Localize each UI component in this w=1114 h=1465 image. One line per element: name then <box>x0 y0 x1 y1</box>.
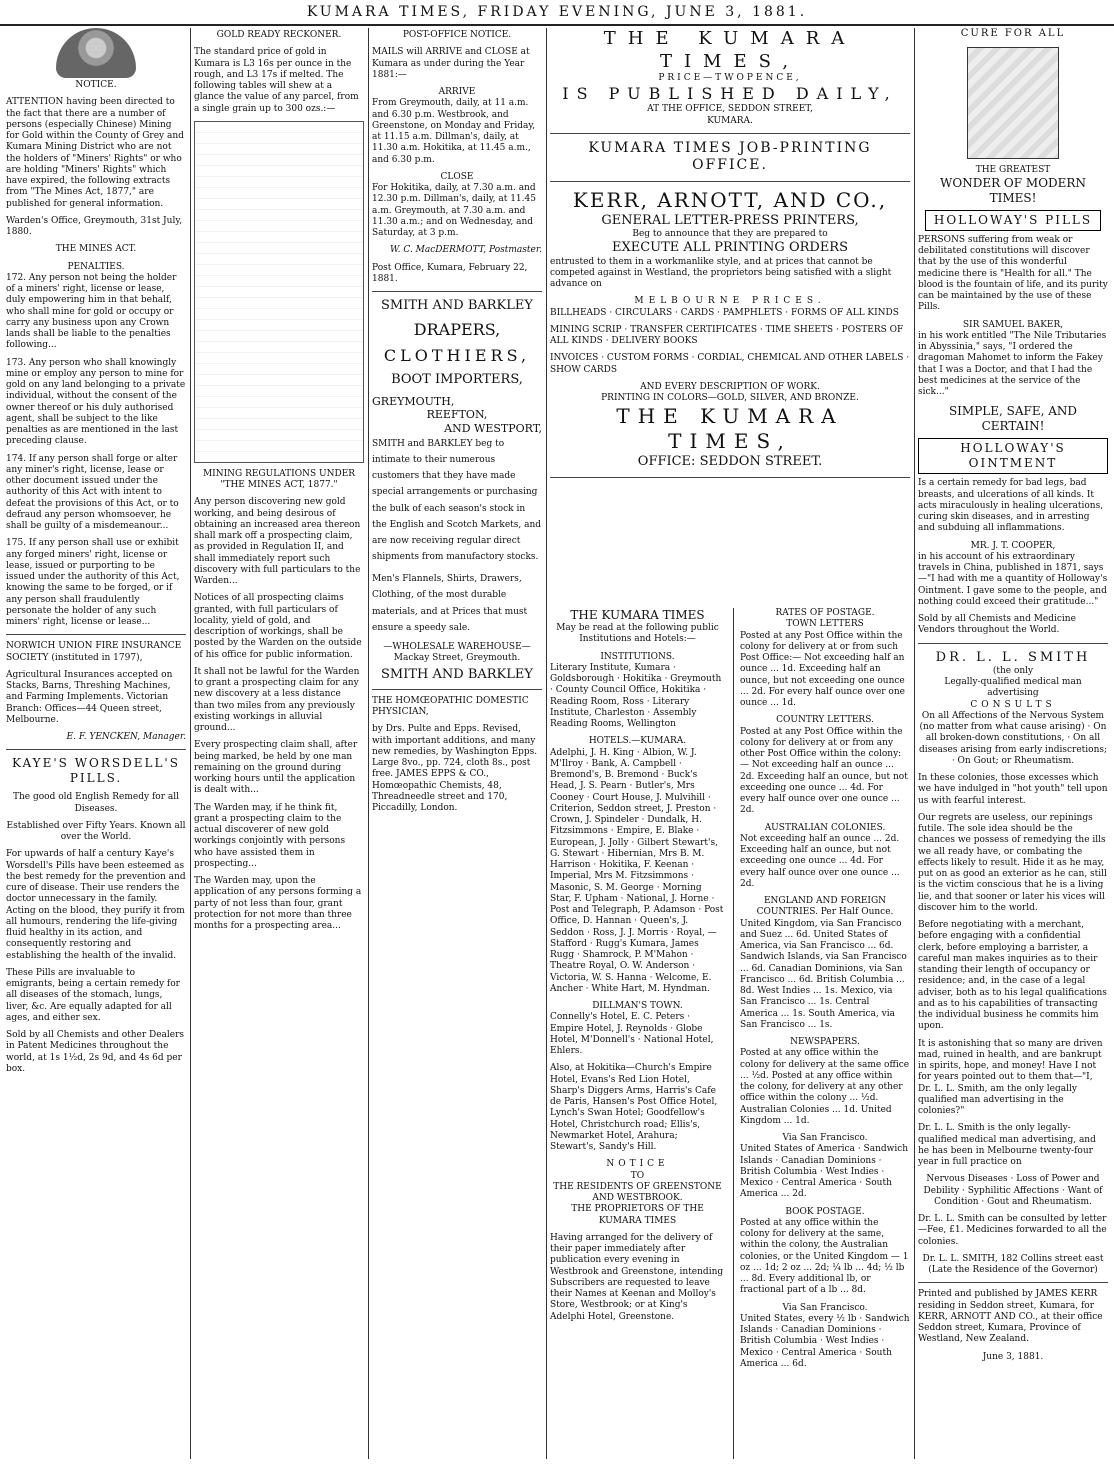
kaye-text: For upwards of half a century Kaye's Worsdell's Pills have been esteemed as the best remedy for the prevention and cure of disease. Their use renders the doctor unnecessary in the family. Acting on the blood, they purify it from all humours, rendering the life-giving fluid healthy in its action, and consequently restoring and establishing the health of the invalid. <box>6 849 186 961</box>
notice-text: ATTENTION having been directed to the fact that there are a number of persons (especially Chinese) Mining for Gold within the County of Grey and Kumara Mining District who are not the holders of "Miners' Rights" or who are holding "Miners' Rights" which have expired, the following extracts from "The Mines Act, 1877," are published for general information. <box>6 97 184 209</box>
imprint-date: June 3, 1881. <box>982 1351 1044 1362</box>
news-text: Posted at any office within the colony for delivery at the same office ... ½d. Posted at any office within the colony, for delivery at any other office within the colony ... ½d. Australian Colonies ... 1d. United Kingdom ... 1d. <box>740 1048 910 1126</box>
news-heading: NEWSPAPERS. <box>790 1037 860 1047</box>
para-172: 172. Any person not being the holder of a miners' right, license or lease, duly empowering him in that behalf, who shall mine for gold or occupy or carry any business upon any Crown lands shall be liable to the penalties following... <box>6 272 177 351</box>
post-sign: W. C. MacDERMOTT, Postmaster. <box>389 245 542 256</box>
dillman-heading: DILLMAN'S TOWN. <box>592 1001 683 1011</box>
consults: CONSULTS <box>970 699 1056 710</box>
doc-p3: Before negotiating with a merchant, before engaging with a confidential clerk, before employing a barrister, a careful man makes inquiries as to their standing their length of occupancy or residence; and, in the case of a legal adviser, both as to his legal qualifications and as to his capabilities of transacting the individual business he commits him upon. <box>918 920 1107 1032</box>
column-5 <box>918 28 1108 1459</box>
notice-heading: NOTICE. <box>75 80 117 90</box>
mining-p6: The Warden may, upon the application of any persons forming a party of not less than four, grant protection for not more than three months for a prospecting area... <box>194 876 362 931</box>
dillman-text: Connelly's Hotel, E. C. Peters · Empire Hotel, J. Reynolds · Globe Hotel, M'Donnell's · National Hotel, Ehlers. <box>550 1012 714 1056</box>
kaye-sub: The good old English Remedy for all Diseases. <box>13 792 179 814</box>
simple: SIMPLE, SAFE, AND CERTAIN! <box>948 404 1078 434</box>
gold-heading: GOLD READY RECKONER. <box>216 30 342 40</box>
sb-name-2: SMITH AND BARKLEY <box>381 666 533 682</box>
doc-p4: It is astonishing that so many are driven mad, ruined in health, and are bankrupt in spirits, hope, and money! Have I not for years pointed out to them that—"I, Dr. L. L. Smith, am the only legally qualified man advertising in the colonies?" <box>918 1038 1103 1116</box>
arrive-heading: ARRIVE <box>438 87 476 97</box>
mining-p2: Notices of all prospecting claims granted, with full particulars of locality, yield of gold, and description of workings, shall be posted by the Warden on the outside of his office for public information. <box>194 593 362 660</box>
mining-p3: It shall not be lawful for the Warden to grant a prospecting claim for any new discovery at a less distance than two miles from any previously existing workings in alluvial ground... <box>194 666 360 733</box>
via-sf: Via San Francisco. <box>782 1133 868 1143</box>
sb-trade2: CLOTHIERS, <box>383 346 531 366</box>
sb-place3: AND WESTPORT, <box>444 422 542 435</box>
rates-block <box>740 608 910 1376</box>
column-rule <box>546 28 547 1459</box>
sb-trade3: BOOT IMPORTERS, <box>391 372 523 388</box>
arrive-text: From Greymouth, daily, at 11 a.m. and 6.30 p.m. Westbrook, and Greenstone, on Monday and Friday, at 11.15 a.m. Dillman's, daily, at 11.30 a.m. Hokitika, at 11.45 a.m., and 6.30 p.m. <box>372 98 536 165</box>
kerr-trade: GENERAL LETTER-PRESS PRINTERS, <box>601 212 859 228</box>
kerr-office2: OFFICE: SEDDON STREET. <box>637 454 823 470</box>
para-173: 173. Any person who shall knowingly mine or employ any person to mine for gold on any land belonging to a private individual, without the consent of the owner thereof or his duly authorised agent, shall be subject to the like penalties as are mentioned in the last preceding clause. <box>6 357 186 447</box>
hotels-text: Adelphi, J. H. King · Albion, W. J. M'Ilroy · Bank, A. Campbell · Bremond's, B. Bremond · Buck's Head, J. S. Pearn · Butler's, Mrs Cooney · Court House, J. Mulvihill · Criterion, Seddon street, J. Preston · Crown, J. Spindeler · Dundalk, H. Fitzsimmons · Empire, E. Blake · European, J. Jolly · Gilbert Stewart's, G. Stewart · Hibernian, Mrs B. M. Harrison · Hokitika, F. Keenan · Imperial, Mrs M. Fitzsimmons · Masonic, S. M. George · Morning Star, F. Upham · National, J. Horne · Post and Telegraph, P. Adamson · Post Office, D. Hannan · Queen's, J. Seddon · Ross, J. J. Morris · Royal, — Stafford · Rugg's Kumara, James Rugg · Shamrock, P. M'Mahon · Theatre Royal, O. W. Anderson · Victoria, W. S. Hanna · Welcome, E. Ancher · White Hart, M. Hyndman. <box>550 747 724 994</box>
cons-text: On all Affections of the Nervous System (no matter from what cause arising) · On all broken-down constitutions, · On all diseases arising from early indiscretions; · On Gout; or Rheumatism. <box>918 710 1108 766</box>
kaye-text2: These Pills are invaluable to emigrants, being a certain remedy for all diseases of the stomach, lungs, liver, &c. Are equally adapted for all ages, and either sex. <box>6 967 180 1023</box>
divider <box>6 634 186 635</box>
job-heading: KUMARA TIMES JOB-PRINTING OFFICE. <box>588 139 872 174</box>
read-block <box>550 608 725 1329</box>
divider <box>550 181 910 182</box>
column-3 <box>372 28 542 1459</box>
column-4 <box>550 28 910 1459</box>
greatest: THE GREATEST <box>975 164 1051 175</box>
norwich-text: Agricultural Insurances accepted on Stacks, Barns, Threshing Machines, and Farming Implements. Victorian Branch: Offices—44 Queen street, Melbourne. <box>6 669 173 725</box>
royal-crest-icon <box>56 28 136 78</box>
pills-label: HOLLOWAY'S PILLS <box>925 210 1101 231</box>
column-rule <box>914 28 915 1459</box>
doc-only: (the only <box>992 665 1034 676</box>
para-175: 175. If any person shall use or exhibit any forged miners' right, license or lease, issued or purporting to be issued under the authority of this Act, knowing the same to be forged, or if any person shall fraudulently personate the holder of any such miners' right, license or lease... <box>6 538 180 627</box>
kerr-exec: EXECUTE ALL PRINTING ORDERS <box>611 240 848 256</box>
also-text: Also, at Hokitika—Church's Empire Hotel, Evans's Red Lion Hotel, Sharp's Diggers Arms, Harris's Cafe de Paris, Hansen's Post Office Hotel, Lynch's Swan Hotel; Goodfellow's Hotel, Christchurch road; Ellis's, Newmarket Hotel, Arahura; Stewart's, Sandy's Hill. <box>550 1063 718 1152</box>
doc-p5: Dr. L. L. Smith is the only legally-qualified medical man advertising, and he has been in Melbourne twenty-four year in full practice on <box>918 1123 1096 1167</box>
kerr-text: entrusted to them in a workmanlike style, and at prices that cannot be competed against in Westland, the proprietors being satisfied with a slight advance on <box>550 256 892 289</box>
mining-heading: MINING REGULATIONS UNDER "THE MINES ACT, 1877." <box>202 468 356 490</box>
doc-address: Dr. L. L. SMITH, 182 Collins street east (Late the Residence of the Governor) <box>922 1253 1104 1275</box>
kerr-office1: THE KUMARA TIMES, <box>616 404 844 454</box>
doc-sub: Legally-qualified medical man advertising <box>944 677 1082 699</box>
book-heading: BOOK POSTAGE. <box>785 1206 865 1217</box>
kt-title: THE KUMARA TIMES, <box>603 28 857 72</box>
para-174: 174. If any person shall forge or alter any miner's right, license, lease or other document issued under the authority of this Act with intent to defeat the provisions of this Act, or to defraud any person whomsoever, he shall be guilty of a misdemeanour... <box>6 453 179 531</box>
country-text: Posted at any Post Office within the colony for delivery at or from any other Post Office within the colony:— Not exceeding half an ounce ... 2d. Exceeding half an ounce, but not exceeding one ounce ... 4d. For every half ounce over one ounce ... 2d. <box>740 726 908 816</box>
masthead <box>0 0 1114 26</box>
column-1 <box>6 28 186 1459</box>
divider <box>372 689 542 690</box>
divider <box>918 1282 1108 1283</box>
kaye-heading: KAYE'S WORSDELL'S PILLS. <box>12 756 180 786</box>
kerr-every: AND EVERY DESCRIPTION OF WORK. <box>640 381 820 392</box>
kt-office: AT THE OFFICE, SEDDON STREET, <box>647 104 813 115</box>
column-rule <box>368 28 369 1459</box>
via-text-2: United States, every ½ lb · Sandwich Islands · Canadian Dominions · British Columbia · West Indies · Mexico · Central America · South America ... 6d. <box>740 1313 910 1369</box>
divider <box>550 477 910 478</box>
rates-heading: RATES OF POSTAGE. <box>775 608 875 618</box>
town-heading: TOWN LETTERS <box>786 619 864 630</box>
column-2 <box>194 28 364 1459</box>
close-heading: CLOSE <box>440 171 474 182</box>
kerr-list2: MINING SCRIP · TRANSFER CERTIFICATES · TIME SHEETS · POSTERS OF ALL KINDS · DELIVERY BOOKS <box>550 324 904 346</box>
norwich-heading: NORWICH UNION FIRE INSURANCE SOCIETY (instituted in 1797), <box>6 641 182 663</box>
prop-text: Having arranged for the delivery of their paper immediately after publication every evening in Westbrook and Greenstone, intending Subscribers are requested to leave their Names at Keenan and Molloy's Store, Westbrook; or at King's Adelphi Hotel, Greenstone. <box>550 1232 724 1322</box>
mining-p4: Every prospecting claim shall, after being marked, be held by one man remaining on the ground during working hours until the application is dealt with... <box>194 740 358 796</box>
baker-text: in his work entitled "The Nile Tributaries in Abyssinia," says, "I ordered the dragoman Mahomet to inform the Fakey that I was a Doctor, and that I had the best medicines at the service of the sick..." <box>918 330 1107 397</box>
kerr-prep: Beg to announce that they are prepared to <box>632 229 828 239</box>
inst-text: Literary Institute, Kumara · Goldsborough · Hokitika · Greymouth · County Council Office, Hokitika · Reading Room, Ross · Literary Institute, Charleston · Assembly Reading Rooms, Wellington <box>550 662 722 729</box>
sb-address: Mackay Street, Greymouth. <box>393 653 521 664</box>
kerr-colors: PRINTING IN COLORS—GOLD, SILVER, AND BRONZE. <box>601 393 859 403</box>
sold: Sold by all Chemists and Medicine Vendors throughout the World. <box>918 614 1076 636</box>
eng-text: United Kingdom, via San Francisco and Suez ... 6d. United States of America, via San Francisco ... 6d. Sandwich Islands, via San Francisco ... 6d. Canadian Dominions, via San Francisco ... 6d. British Columbia ... 8d. West Indies ... 1s. Mexico, via San Francisco ... 1s. Central America ... 1s. South America, via San Francisco ... 1s. <box>740 918 907 1030</box>
cooper-text: in his account of his extraordinary travels in China, published in 1871, says—"I had with me a quantity of Holloway's Ointment. I gave some to the people, and nothing could exceed their gratitude..." <box>918 551 1108 607</box>
sb-place1: GREYMOUTH, <box>372 394 455 408</box>
cooper: MR. J. T. COOPER, <box>970 540 1056 551</box>
pills-text: PERSONS suffering from weak or debilitated constitutions will discover that by the use of this wonderful medicine there is "Health for all." The blood is the fountain of life, and its purity can be maintained by the use of these Pills. <box>918 234 1108 313</box>
kerr-melb: MELBOURNE PRICES. <box>634 296 826 307</box>
mining-p5: The Warden may, if he think fit, grant a prospecting claim to the actual discoverer of new gold workings conjointly with persons who have assisted them in prospecting... <box>194 802 346 869</box>
column-rule <box>190 28 191 1459</box>
aus-heading: AUSTRALIAN COLONIES. <box>764 822 886 833</box>
gold-intro: The standard price of gold in Kumara is L3 16s per ounce in the rough, and L3 17s if melted. The following tables will shew at a glance the value of any parcel, from a single grain up to 300 ozs.:— <box>194 47 359 114</box>
sb-text: SMITH and BARKLEY beg to intimate to their numerous customers that they have made special arrangements or purchasing the bulk of each season's stock in the English and Scotch Markets, and are now receiving regular direct shipments from manufactory stocks. <box>372 438 542 563</box>
close-text: For Hokitika, daily, at 7.30 a.m. and 12.30 p.m. Dillman's, daily, at 11.45 a.m. Greymouth, at 7.30 a.m. and 11.30 a.m.; and on Wednesday, and Saturday, at 3 p.m. <box>372 183 536 238</box>
kt-price: PRICE—TWOPENCE, <box>658 73 802 83</box>
homeo-text: by Drs. Pulte and Epps. Revised, with important additions, and many new remedies, by Washington Epps. Large 8vo., pp. 724, cloth 8s., post free. JAMES EPPS & CO., Homœopathic Chemists, 48, Threadneedle street and 170, Piccadilly, London. <box>372 724 538 813</box>
gold-table <box>194 121 364 463</box>
cure-banner: CURE FOR ALL <box>960 28 1066 39</box>
sb-name: SMITH AND BARKLEY <box>381 298 533 313</box>
divider <box>918 643 1108 644</box>
kerr-list3: INVOICES · CUSTOM FORMS · CORDIAL, CHEMICAL AND OTHER LABELS · SHOW CARDS <box>550 353 910 375</box>
sb-place2: REEFTON, <box>426 408 488 422</box>
doc-p6: Dr. L. L. Smith can be consulted by letter—Fee, £1. Medicines forwarded to all the colonies. <box>918 1214 1107 1247</box>
mines-act-heading: THE MINES ACT. <box>55 244 137 255</box>
kerr-name: KERR, ARNOTT, AND CO., <box>572 187 888 212</box>
notice-heading-2: NOTICE <box>606 1159 669 1170</box>
book-text: Posted at any office within the colony for delivery at the same, within the colony, the Australian colonies, or the United Kingdom — 1 oz ... 1d; 2 oz ... 2d; ¼ lb ... 4d; ½ lb ... 8d. Every additional lb, or fractional part of a lb ... 8d. <box>740 1217 909 1296</box>
penalties-heading: PENALTIES. <box>67 261 125 272</box>
via-sf-2: Via San Francisco. <box>782 1302 868 1313</box>
notice-residents: THE RESIDENTS OF GREENSTONE AND WESTBROOK. <box>553 1181 722 1203</box>
column-rule <box>733 608 734 1459</box>
town-text: Posted at any Post Office within the colony for delivery at or from such Post Office:— Not exceeding half an ounce ... 1d. Exceeding half an ounce, but not exceeding one ounce ... 2d. For every half ounce over one ounce ... 1d. <box>740 630 905 708</box>
divider <box>550 133 910 134</box>
oint-text: Is a certain remedy for bad legs, bad breasts, and ulcerations of all kinds. It acts miraculously in healing ulcerations, curing skin diseases, and in arresting and subduing all inflammations. <box>918 478 1104 534</box>
read-heading: THE KUMARA TIMES <box>570 608 705 622</box>
divider <box>6 749 186 750</box>
holloway-illustration-icon <box>967 47 1059 159</box>
notice-to: TO <box>630 1170 645 1181</box>
post-intro: MAILS will ARRIVE and CLOSE at Kumara as under during the Year 1881:— <box>372 47 530 80</box>
kt-place: KUMARA. <box>707 115 753 126</box>
homeo-heading: THE HOMŒOPATHIC DOMESTIC PHYSICIAN, <box>372 695 529 717</box>
post-date: Post Office, Kumara, February 22, 1881. <box>372 262 528 284</box>
eng-heading: ENGLAND AND FOREIGN COUNTRIES. Per Half Ounce. <box>756 896 894 918</box>
sb-trade1: DRAPERS, <box>413 320 501 340</box>
imprint: Printed and published by JAMES KERR residing in Seddon street, Kumara, for KERR, ARNOTT AND CO., at their office Seddon street, Kumara, Province of Westland, New Zealand. <box>918 1289 1103 1345</box>
kaye-sub2: Established over Fifty Years. Known all over the World. <box>6 820 186 842</box>
aus-text: Not exceeding half an ounce ... 2d. Exceeding half an ounce, but not exceeding one ounce ... 4d. For every half ounce over one ounce ... 2d. <box>740 833 900 889</box>
masthead-title: KUMARA TIMES, FRIDAY EVENING, JUNE 3, 1881. <box>306 4 808 20</box>
prop-heading: THE PROPRIETORS OF THE KUMARA TIMES <box>571 1204 704 1226</box>
inst-heading: INSTITUTIONS. <box>600 651 675 662</box>
post-heading: POST-OFFICE NOTICE. <box>402 30 512 40</box>
ointment-label: HOLLOWAY'S OINTMENT <box>918 438 1108 474</box>
norwich-sign: E. F. YENCKEN, Manager. <box>66 732 186 742</box>
kerr-list1: BILLHEADS · CIRCULARS · CARDS · PAMPHLETS · FORMS OF ALL KINDS <box>550 307 899 318</box>
kaye-text3: Sold by all Chemists and other Dealers in Patent Medicines throughout the world, at 1s 1½d, 2s 9d, and 4s 6d per box. <box>6 1030 185 1074</box>
country-heading: COUNTRY LETTERS. <box>776 715 874 726</box>
mining-p1: Any person discovering new gold working, and being desirous of obtaining an increased area thereon shall mark off a prospecting claim, as provided in Regulation II, and shall immediately report such discovery with full particulars to the Warden... <box>194 497 361 586</box>
notice-sign: Warden's Office, Greymouth, 31st July, 1880. <box>6 215 183 237</box>
sb-warehouse: —WHOLESALE WAREHOUSE— <box>383 642 531 652</box>
doc-p2: Our regrets are useless, our repinings futile. The sole idea should be the chances we possess of remedying the ills we all ready have, or combating the effects likely to result. Hide it as he may, put on as good an exterior as he can, still is the victim conscious that he is a living lie, and that sooner or later his vices will discover him to the world. <box>918 812 1107 913</box>
sb-text2: Men's Flannels, Shirts, Drawers, Clothing, of the most durable materials, and at Prices that must ensure a speedy sale. <box>372 574 528 633</box>
hotels-heading: HOTELS.—KUMARA. <box>588 736 687 747</box>
wonder: WONDER OF MODERN TIMES! <box>940 175 1086 205</box>
doc-p1: In these colonies, those excesses which we have indulged in "hot youth" tell upon us with fearful interest. <box>918 773 1108 806</box>
baker: SIR SAMUEL BAKER, <box>962 319 1064 330</box>
doc-list: Nervous Diseases · Loss of Power and Debility · Syphilitic Affections · Want of Condition · Gout and Rheumatism. <box>923 1174 1103 1207</box>
doc-name: DR. L. L. SMITH <box>935 649 1091 665</box>
divider <box>372 291 542 292</box>
via-text: United States of America · Sandwich Islands · Canadian Dominions · British Columbia · West Indies · Mexico · Central America · South America ... 2d. <box>740 1144 909 1200</box>
read-sub: May be read at the following public Institutions and Hotels:— <box>556 623 719 645</box>
kt-published: IS PUBLISHED DAILY, <box>562 84 898 104</box>
